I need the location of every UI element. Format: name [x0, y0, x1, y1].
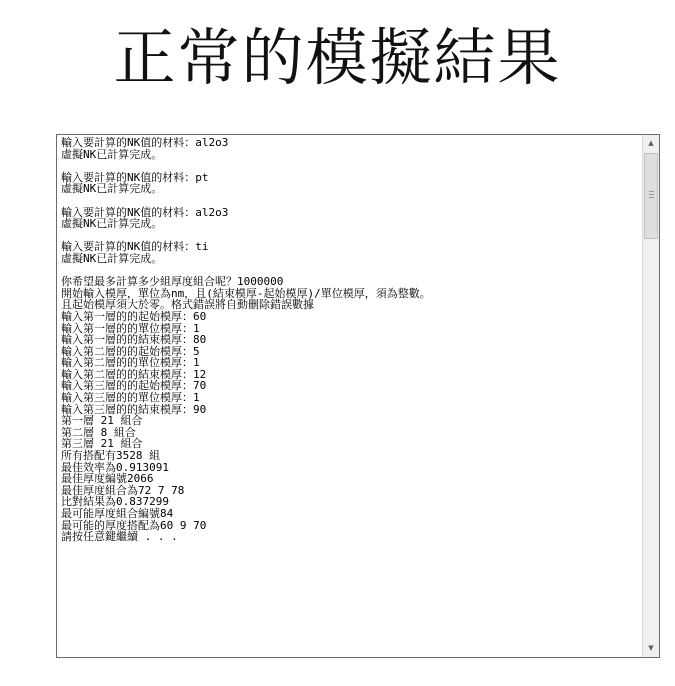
console-line: 最可能厚度組合編號84	[61, 507, 174, 520]
console-line: 最佳厚度編號2066	[61, 472, 154, 486]
console-window[interactable]	[56, 134, 660, 658]
scroll-thumb[interactable]	[644, 153, 658, 239]
console-line: 且起始模厚須大於零。格式錯誤將自動刪除錯誤數據	[61, 298, 314, 312]
console-output	[61, 137, 641, 655]
console-line	[61, 195, 641, 207]
thumb-grip-line	[649, 191, 654, 192]
console-line: 輸入第二層的的單位模厚：1	[61, 356, 200, 370]
page-title: 正常的模擬結果	[113, 21, 562, 94]
console-line: 輸入第二層的的結束模厚：12	[61, 367, 207, 381]
console-line: 最可能的厚度搭配為60 9 70	[61, 518, 207, 532]
console-line: 輸入要計算的NK值的材料：ti	[61, 240, 209, 254]
console-line: 最佳厚度組合為72 7 78	[61, 483, 185, 497]
console-line: 第一層 21 組合	[61, 414, 143, 428]
console-line: 第三層 21 組合	[61, 437, 143, 451]
console-line: 輸入要計算的NK值的材料：pt	[61, 170, 209, 184]
console-line: 輸入要計算的NK值的材料：al2o3	[61, 205, 229, 219]
console-line: 比對結果為0.837299	[61, 495, 169, 509]
console-line: 輸入第二層的的起始模厚：5	[61, 344, 200, 358]
console-line: 虛擬NK已計算完成。	[61, 251, 163, 265]
console-line: 請按任意鍵繼續 . . .	[61, 530, 178, 544]
console-line: 第二層 8 組合	[61, 425, 136, 439]
console-line: 輸入要計算的NK值的材料：al2o3	[61, 137, 229, 149]
thumb-grip-line	[649, 194, 654, 195]
console-line: 虛擬NK已計算完成。	[61, 147, 163, 161]
vertical-scrollbar[interactable]	[642, 135, 659, 657]
scroll-up-arrow-icon[interactable]: ▲	[648, 139, 654, 147]
thumb-grip-line	[649, 197, 654, 198]
console-line: 輸入第三層的的起始模厚：70	[61, 379, 207, 393]
console-line: 輸入第一層的的結束模厚：80	[61, 333, 207, 347]
console-line: 虛擬NK已計算完成。	[61, 182, 163, 196]
console-line: 輸入第三層的的結束模厚：90	[61, 402, 207, 416]
console-line: 虛擬NK已計算完成。	[61, 217, 163, 231]
scroll-down-arrow-icon[interactable]: ▼	[648, 644, 654, 652]
console-line: 開始輸入模厚，單位為nm，且(結束模厚-起始模厚)/單位模厚，須為整數。	[61, 286, 431, 300]
console-line: 輸入第一層的的單位模厚：1	[61, 321, 200, 335]
console-line: 輸入第一層的的起始模厚：60	[61, 309, 207, 323]
console-line: 你希望最多計算多少組厚度組合呢？1000000	[61, 275, 284, 289]
console-line: 所有搭配有3528 組	[61, 449, 161, 463]
console-line: 輸入第三層的的單位模厚：1	[61, 391, 200, 405]
console-line: 最佳效率為0.913091	[61, 460, 169, 474]
